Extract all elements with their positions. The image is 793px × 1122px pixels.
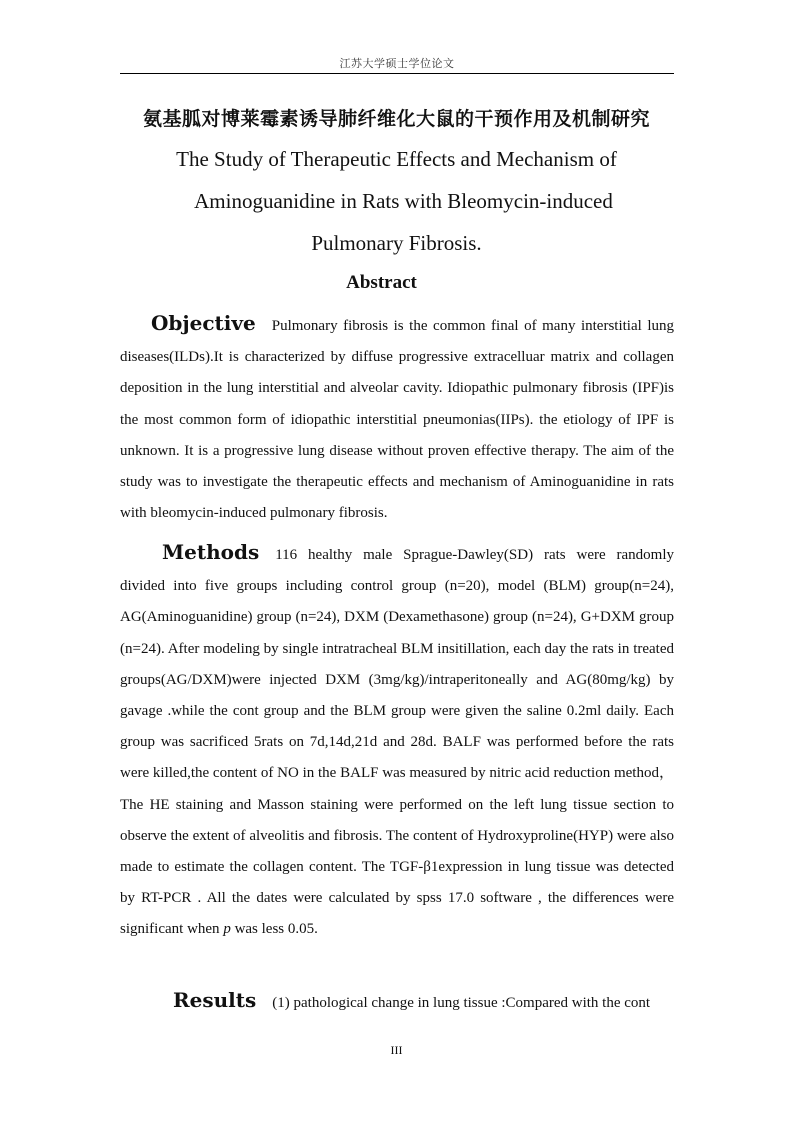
english-title-line-2: Aminoguanidine in Rats with Bleomycin-induced: [194, 189, 613, 213]
p-symbol: p: [223, 921, 231, 938]
results-text: (1) pathological change in lung tissue :Compared with the cont: [272, 995, 651, 1011]
results-paragraph: [120, 985, 674, 1019]
methods-paragraph: [120, 537, 674, 946]
results-label: Results: [173, 988, 257, 1012]
objective-paragraph: [120, 308, 674, 529]
objective-label: Objective: [151, 311, 256, 335]
english-title-line-1: The Study of Therapeutic Effects and Mechanism of: [176, 147, 617, 171]
abstract-heading: Abstract: [346, 272, 417, 293]
objective-text: Pulmonary fibrosis is the common final of many interstitial lung diseases(ILDs).It is characterized by diffuse progressive extracelluar matrix and collagen deposition in the lung interstitial and alveolar cavity. Idiopathic pulmonary fibrosis (IPF)is the most common form of idiopathic interstitial pneumonias(IIPs). the etiology of IPF is unknown. It is a progressive lung disease without proven effective therapy. The aim of the study was to investigate the therapeutic effects and mechanism of Aminoguanidine in rats with bleomycin-induced pulmonary fibrosis.: [120, 318, 674, 522]
methods-text-end: was less 0.05.: [234, 921, 318, 938]
methods-text: 116 healthy male Sprague-Dawley(SD) rats were randomly divided into five groups including control group (n=20), model (BLM) group(n=24), AG(Aminoguanidine) group (n=24), DXM (Dexamethasone) group (n=24), G+DXM group (n=24). After modeling by single intratracheal BLM insitillation, each day the rats in treated groups(AG/DXM)were injected DXM (3mg/kg)/intraperitoneally and AG(80mg/kg) by gavage .while the cont group and the BLM group were given the saline 0.2ml daily. Each group was sacrificed 5rats on 7d,14d,21d and 28d. BALF was performed before the rats were killed,the content of NO in the BALF was measured by nitric acid reduction method，The HE staining and Masson staining were performed on the left lung tissue section to observe the extent of alveolitis and fibrosis. The content of Hydroxyproline(HYP) were also made to estimate the collagen content. The TGF-β1expression in lung tissue was detected by RT-PCR . All the dates were calculated by spss 17.0 software , the differences were significant when: [120, 547, 674, 938]
chinese-title: 氨基胍对博莱霉素诱导肺纤维化大鼠的干预作用及机制研究: [142, 108, 650, 130]
running-header: 江苏大学硕士学位论文: [339, 58, 455, 70]
methods-label: Methods: [162, 540, 260, 564]
header-rule: [120, 73, 674, 74]
page-number: III: [390, 1043, 403, 1057]
english-title-line-3: Pulmonary Fibrosis.: [311, 231, 482, 255]
